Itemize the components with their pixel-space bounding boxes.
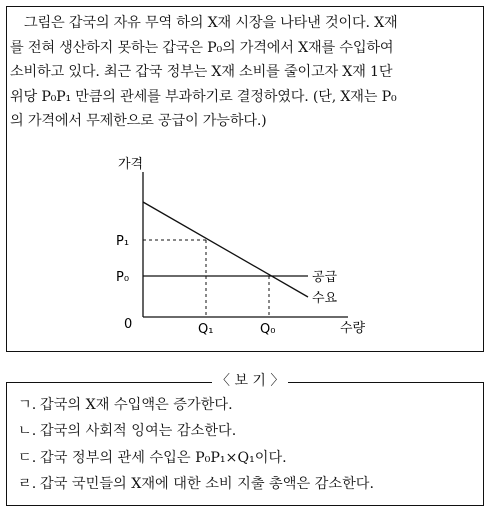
option-nieun: [18, 418, 374, 444]
passage-line: 소비하고 있다. 최근 갑국 정부는 X재 소비를 줄이고자 X재 1단: [10, 64, 393, 81]
option-text: 갑국의 사회적 잉여는 감소한다.: [40, 423, 237, 440]
option-marker: ㄹ.: [18, 476, 37, 493]
x-axis-label: 수량: [340, 321, 366, 336]
bogi-options: [18, 392, 374, 498]
origin-label: 0: [124, 317, 133, 332]
question-passage: [10, 11, 472, 134]
passage-line: 의 가격에서 무제한으로 공급이 가능하다.): [10, 113, 267, 130]
option-marker: ㄱ.: [18, 397, 37, 413]
y-axis-label: 가격: [118, 157, 144, 172]
p1-label: P₁: [116, 234, 130, 249]
demand-curve: [143, 202, 308, 297]
passage-line: 그림은 갑국의 자유 무역 하의 X재 시장을 나타낸 것이다. X재: [10, 15, 398, 31]
option-text: 갑국의 X재 수입액은 증가한다.: [40, 397, 233, 413]
p0-label: P₀: [116, 270, 130, 285]
supply-label: 공급: [312, 270, 338, 285]
passage-line: 를 전혀 생산하지 못하는 갑국은 P₀의 가격에서 X재를 수입하여: [10, 39, 394, 56]
option-giyeok: [18, 392, 374, 418]
option-digeut: [18, 445, 374, 471]
option-text: 갑국 정부의 관세 수입은 P₀P₁×Q₁이다.: [40, 449, 287, 466]
bogi-title: 〈 보 기 〉: [212, 369, 288, 393]
passage-line: 위당 P₀P₁ 만큼의 관세를 부과하기로 결정하였다. (단, X재는 P₀: [10, 88, 397, 105]
market-graph: [110, 152, 370, 337]
option-text: 갑국 국민들의 X재에 대한 소비 지출 총액은 감소한다.: [40, 476, 374, 493]
q1-label: Q₁: [198, 322, 214, 337]
option-marker: ㄷ.: [18, 449, 37, 466]
option-rieul: [18, 471, 374, 497]
demand-label: 수요: [312, 291, 338, 306]
option-marker: ㄴ.: [18, 423, 37, 440]
q0-label: Q₀: [260, 322, 276, 337]
